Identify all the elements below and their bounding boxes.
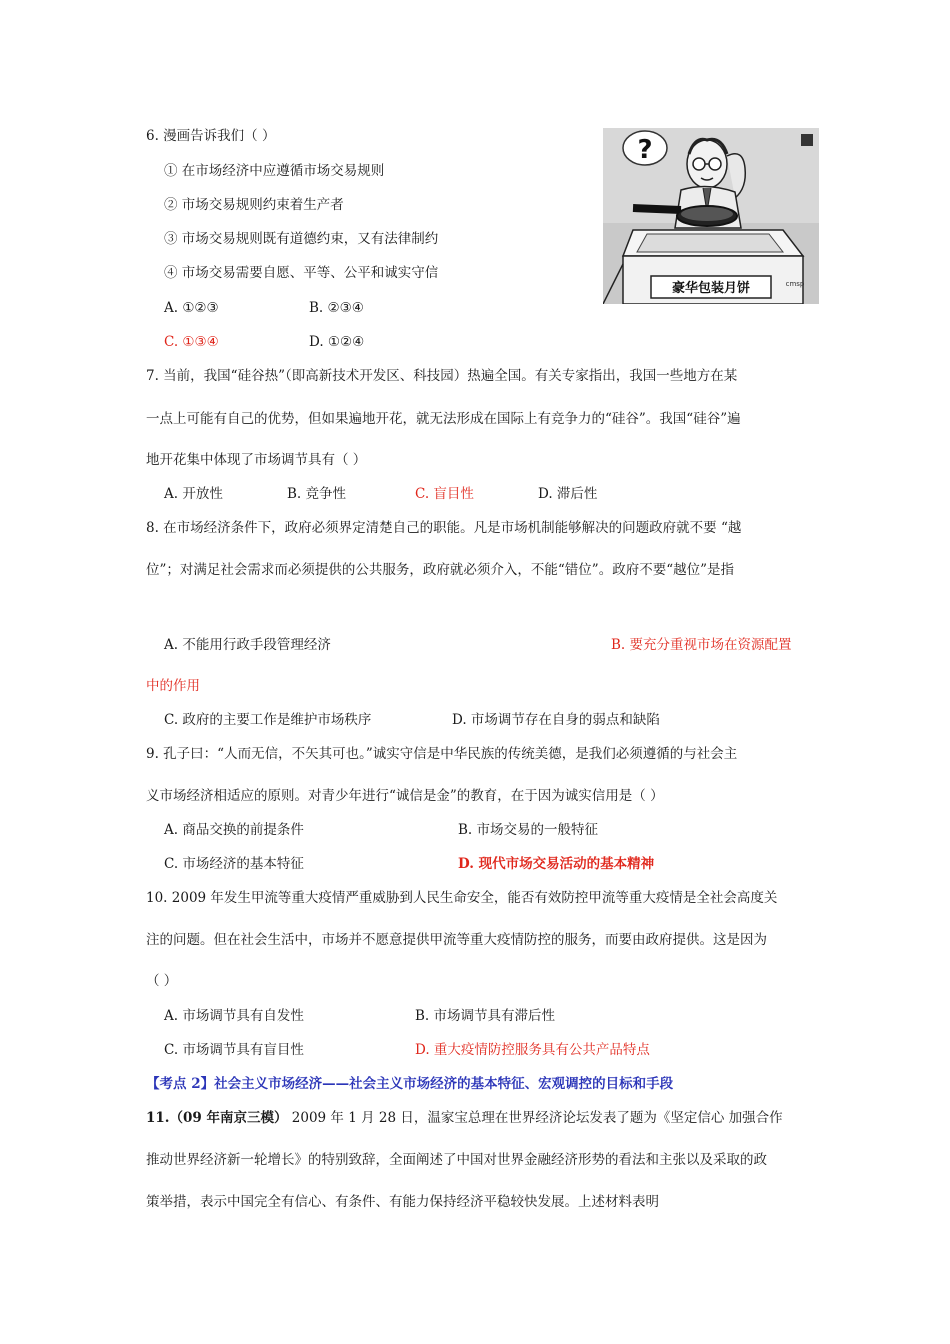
cartoon-corner-mark: cmsp	[785, 280, 805, 288]
q10-option-c: C. 市场调节具有盲目性	[164, 1042, 304, 1058]
cartoon-question-mark: ?	[637, 135, 653, 165]
q8-option-a: A. 不能用行政手段管理经济	[164, 637, 331, 653]
q8-line-1: 8. 在市场经济条件下，政府必须界定清楚自己的职能。凡是市场机制能够解决的问题政府就不要 “越	[146, 520, 742, 536]
q11-line-2: 推动世界经济新一轮增长》的特别致辞，全面阐述了中国对世界金融经济形势的看法和主张以及采取的政	[146, 1152, 767, 1168]
q7-line-2: 一点上可能有自己的优势，但如果遍地开花，就无法形成在国际上有竞争力的“硅谷”。我国“硅谷”遍	[146, 411, 741, 427]
q9-option-a: A. 商品交换的前提条件	[164, 822, 304, 838]
q9-line-2: 义市场经济相适应的原则。对青少年进行“诚信是金”的教育，在于因为诚实信用是（ ）	[146, 788, 664, 804]
q8-line-2: 位”；对满足社会需求而必须提供的公共服务，政府就必须介入，不能“错位”。政府不要“越位”是指	[146, 562, 735, 578]
cartoon-illustration	[603, 128, 819, 304]
cartoon-box-label: 豪华包装月饼	[671, 281, 751, 296]
q11-line-1-text: 2009 年 1 月 28 日，温家宝总理在世界经济论坛发表了题为《坚定信心 加强合作	[287, 1110, 783, 1126]
q6-option-b: B. ②③④	[309, 300, 364, 316]
q10-line-2: 注的问题。但在社会生活中，市场并不愿意提供甲流等重大疫情防控的服务，而要由政府提供。这是因为	[146, 932, 767, 948]
q7-option-c-answer: C. 盲目性	[415, 486, 474, 502]
q10-option-a: A. 市场调节具有自发性	[164, 1008, 304, 1024]
q10-option-d-answer: D. 重大疫情防控服务具有公共产品特点	[415, 1042, 650, 1058]
q6-item-2: ② 市场交易规则约束着生产者	[164, 197, 344, 213]
q9-line-1: 9. 孔子曰：“人而无信，不矢其可也。”诚实守信是中华民族的传统美德，是我们必须遵循的与社会主	[146, 746, 738, 762]
q8-option-b-answer-cont: 中的作用	[146, 678, 200, 694]
q6-option-a: A. ①②③	[164, 300, 219, 316]
q10-line-3: （ ）	[146, 973, 178, 989]
q8-option-b-answer: B. 要充分重视市场在资源配置	[611, 637, 792, 653]
q9-option-b: B. 市场交易的一般特征	[458, 822, 599, 838]
q6-item-4: ④ 市场交易需要自愿、平等、公平和诚实守信	[164, 265, 439, 281]
q6-stem: 6. 漫画告诉我们（ ）	[146, 128, 276, 144]
q11-source: 11.（09 年南京三模）	[146, 1110, 288, 1126]
q8-option-d: D. 市场调节存在自身的弱点和缺陷	[452, 712, 660, 728]
section-heading-kaodian-2: 【考点 2】社会主义市场经济——社会主义市场经济的基本特征、宏观调控的目标和手段	[146, 1076, 674, 1092]
q10-option-b: B. 市场调节具有滞后性	[415, 1008, 556, 1024]
q11-line-1	[146, 1109, 783, 1127]
q6-option-d: D. ①②④	[309, 334, 365, 350]
q7-line-1: 7. 当前，我国“硅谷热”（即高新技术开发区、科技园）热遍全国。有关专家指出，我国一些地方在某	[146, 368, 738, 384]
q7-option-a: A. 开放性	[164, 486, 223, 502]
q10-line-1: 10. 2009 年发生甲流等重大疫情严重威胁到人民生命安全，能否有效防控甲流等重大疫情是全社会高度关	[146, 890, 778, 906]
q9-option-c: C. 市场经济的基本特征	[164, 856, 304, 872]
q9-option-d-answer: D. 现代市场交易活动的基本精神	[458, 856, 655, 872]
q7-option-d: D. 滞后性	[538, 486, 598, 502]
q6-item-1: ① 在市场经济中应遵循市场交易规则	[164, 163, 385, 179]
q7-option-b: B. 竞争性	[287, 486, 347, 502]
q7-line-3: 地开花集中体现了市场调节具有（ ）	[146, 452, 367, 468]
q11-line-3: 策举措，表示中国完全有信心、有条件、有能力保持经济平稳较快发展。上述材料表明	[146, 1194, 659, 1210]
q6-item-3: ③ 市场交易规则既有道德约束，又有法律制约	[164, 231, 439, 247]
q8-option-c: C. 政府的主要工作是维护市场秩序	[164, 712, 372, 728]
q6-option-c-answer: C. ①③④	[164, 334, 219, 350]
